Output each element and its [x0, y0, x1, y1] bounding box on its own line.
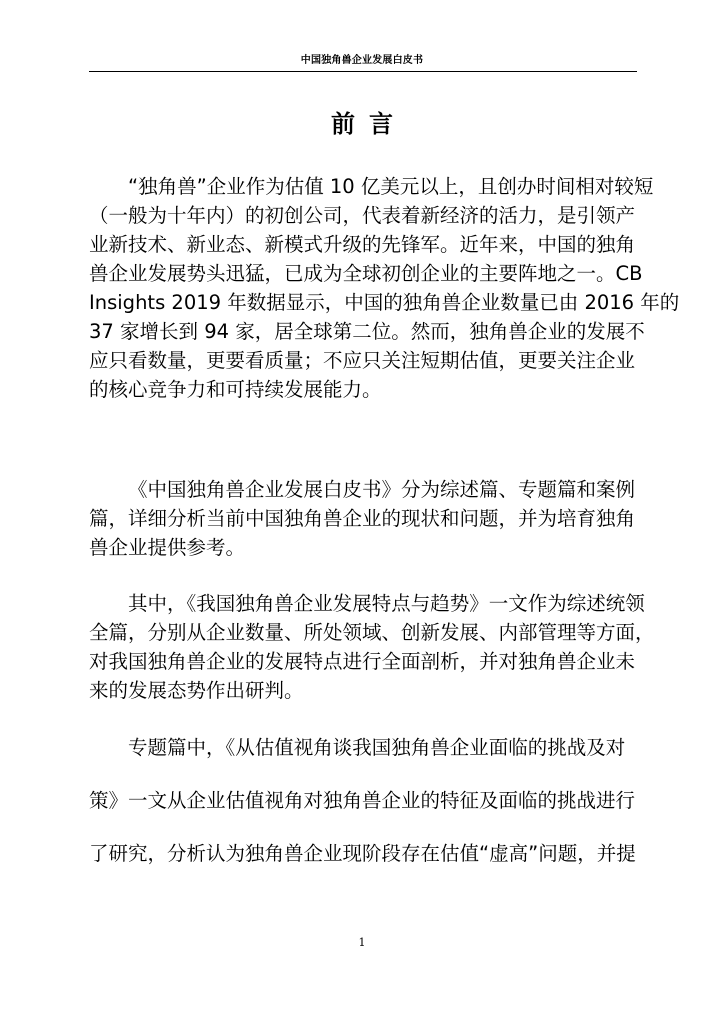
header-rule [89, 71, 637, 72]
text-line: 的核心竞争力和可持续发展能力。 [89, 378, 382, 401]
text-line: 策》一文从企业估值视角对独角兽企业的特征及面临的挑战进行 [89, 789, 636, 812]
paragraph-2 [89, 475, 637, 562]
text-line: 《中国独角兽企业发展白皮书》分为综述篇、专题篇和案例 [128, 478, 636, 501]
text-line: 对我国独角兽企业的发展特点进行全面剖析，并对独角兽企业未 [89, 650, 636, 673]
running-header: 中国独角兽企业发展白皮书 [300, 55, 424, 66]
page-title: 前言 [331, 110, 407, 138]
text-line: Insights 2019 年数据显示，中国的独角兽企业数量已由 2016 年的 [89, 291, 680, 314]
text-line: 兽企业提供参考。 [89, 536, 246, 559]
text-line: 篇，详细分析当前中国独角兽企业的现状和问题，并为培育独角 [89, 507, 636, 530]
paragraph-1 [89, 172, 680, 404]
text-line: 专题篇中，《从估值视角谈我国独角兽企业面临的挑战及对 [128, 736, 626, 759]
text-line: 了研究，分析认为独角兽企业现阶段存在估值“虚高”问题，并提 [89, 842, 636, 865]
page-number: 1 [358, 936, 366, 949]
text-line: （一般为十年内）的初创公司，代表着新经济的活力，是引领产 [89, 204, 636, 227]
paragraph-3 [89, 589, 655, 705]
text-line: 业新技术、新业态、新模式升级的先锋军。近年来，中国的独角 [89, 233, 636, 256]
text-line: 其中，《我国独角兽企业发展特点与趋势》一文作为综述统领 [128, 592, 645, 615]
text-line: “独角兽”企业作为估值 10 亿美元以上，且创办时间相对较短 [128, 175, 654, 198]
paragraph-4 [89, 733, 637, 868]
text-line: 来的发展态势作出研判。 [89, 679, 304, 702]
text-line: 全篇，分别从企业数量、所处领域、创新发展、内部管理等方面， [89, 621, 655, 644]
text-line: 37 家增长到 94 家，居全球第二位。然而，独角兽企业的发展不 [89, 320, 645, 343]
text-line: 应只看数量，更要看质量；不应只关注短期估值，更要关注企业 [89, 349, 636, 372]
text-line: 兽企业发展势头迅猛，已成为全球初创企业的主要阵地之一。CB [89, 262, 643, 285]
